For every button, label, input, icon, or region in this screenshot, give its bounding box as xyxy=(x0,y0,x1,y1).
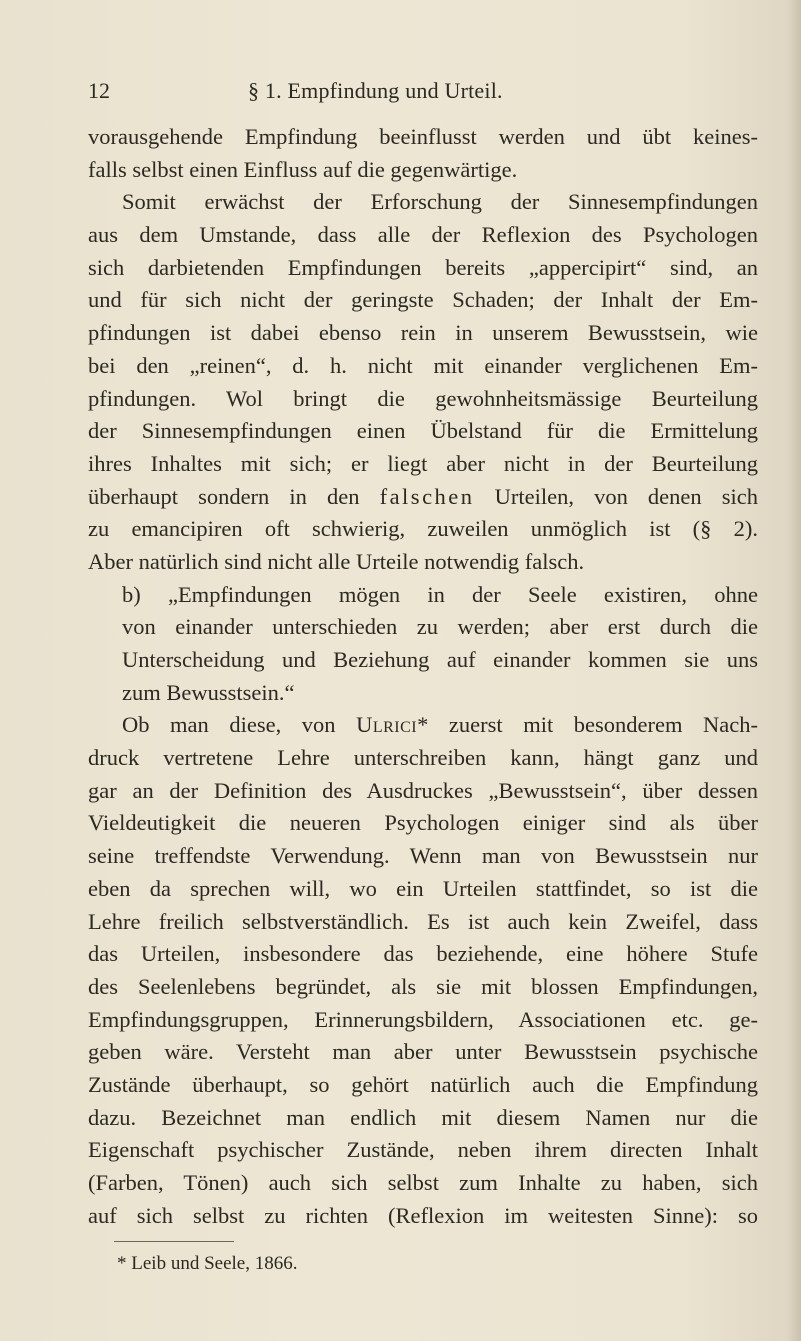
text-line: Empfindungsgruppen, Erinnerungsbildern, Associationen etc. ge- xyxy=(88,1006,758,1032)
text-line: Somit erwächst der Erforschung der Sinnesempfindungen xyxy=(122,189,758,215)
text-line: Lehre freilich selbstverständlich. Es ist auch kein Zweifel, dass xyxy=(88,908,758,934)
text-line: falls selbst einen Einfluss auf die gegenwärtige. xyxy=(88,156,518,182)
text-line: das Urteilen, insbesondere das beziehende, eine höhere Stufe xyxy=(88,941,758,967)
footnote: * Leib und Seele, 1866. xyxy=(117,1253,298,1274)
text-line: Unterscheidung und Beziehung auf einander kommen sie uns xyxy=(122,647,758,672)
emphasis-falschen: falschen xyxy=(379,483,475,509)
page-number: 12 xyxy=(88,78,110,103)
page-header xyxy=(88,78,758,110)
text-line: dazu. Bezeichnet man endlich mit diesem Namen nur die xyxy=(88,1104,758,1130)
text-line: Vieldeutigkeit die neueren Psychologen einiger sind als über xyxy=(88,810,758,836)
text-segment: Ob man diese, von xyxy=(122,712,357,738)
text-line: druck vertretene Lehre unterschreiben kann, hängt ganz und xyxy=(88,745,758,771)
text-line: pfindungen. Wol bringt die gewohnheitsmässige Beurteilung xyxy=(88,385,758,411)
text-line: gar an der Definition des Ausdruckes „Bewusstsein“, über dessen xyxy=(88,777,758,803)
text-line: zum Bewusstsein.“ xyxy=(122,679,295,705)
text-line: Zustände überhaupt, so gehört natürlich auch die Empfindung xyxy=(88,1071,758,1097)
body-text xyxy=(88,121,758,1232)
text-line: und für sich nicht der geringste Schaden; der Inhalt der Em- xyxy=(88,287,758,313)
text-line: aus dem Umstande, dass alle der Reflexion des Psychologen xyxy=(88,222,758,248)
text-line: geben wäre. Versteht man aber unter Bewusstsein psychische xyxy=(88,1039,758,1065)
text-line: der Sinnesempfindungen einen Übelstand für die Ermittelung xyxy=(88,418,758,444)
text-line: bei den „reinen“, d. h. nicht mit einander verglichenen Em- xyxy=(88,352,758,378)
text-line: sich darbietenden Empfindungen bereits „appercipirt“ sind, an xyxy=(88,254,758,280)
text-line: zu emancipiren oft schwierig, zuweilen unmöglich ist (§ 2). xyxy=(88,516,758,542)
page-edge-shadow xyxy=(787,0,801,1341)
author-ulrici: Ulrici xyxy=(356,712,418,738)
text-segment: überhaupt sondern in den xyxy=(88,483,380,509)
text-line xyxy=(88,709,758,742)
running-title: § 1. Empfindung und Urteil. xyxy=(248,78,503,103)
text-line: vorausgehende Empfindung beeinflusst werden und übt keines- xyxy=(88,124,758,149)
text-line: eben da sprechen will, wo ein Urteilen stattfindet, so ist die xyxy=(88,875,758,901)
text-line: ihres Inhaltes mit sich; er liegt aber nicht in der Beurteilung xyxy=(88,450,758,476)
text-line: b) „Empfindungen mögen in der Seele existiren, ohne xyxy=(122,581,758,607)
text-line: Aber natürlich sind nicht alle Urteile notwendig falsch. xyxy=(88,548,585,574)
text-line: von einander unterschieden zu werden; aber erst durch die xyxy=(122,614,758,640)
text-line xyxy=(88,481,758,514)
text-line: pfindungen ist dabei ebenso rein in unserem Bewusstsein, wie xyxy=(88,320,758,346)
text-line: (Farben, Tönen) auch sich selbst zum Inhalte zu haben, sich xyxy=(88,1170,758,1195)
text-line: auf sich selbst zu richten (Reflexion im weitesten Sinne): so xyxy=(88,1202,758,1228)
text-segment: * zuerst mit besonderem Nach- xyxy=(417,712,758,738)
text-line: des Seelenlebens begründet, als sie mit blossen Empfindungen, xyxy=(88,973,758,999)
text-line: Eigenschaft psychischer Zustände, neben ihrem directen Inhalt xyxy=(88,1137,758,1163)
footnote-divider xyxy=(114,1241,234,1242)
text-line: seine treffendste Verwendung. Wenn man von Bewusstsein nur xyxy=(88,843,758,869)
text-segment: Urteilen, von denen sich xyxy=(474,483,758,509)
